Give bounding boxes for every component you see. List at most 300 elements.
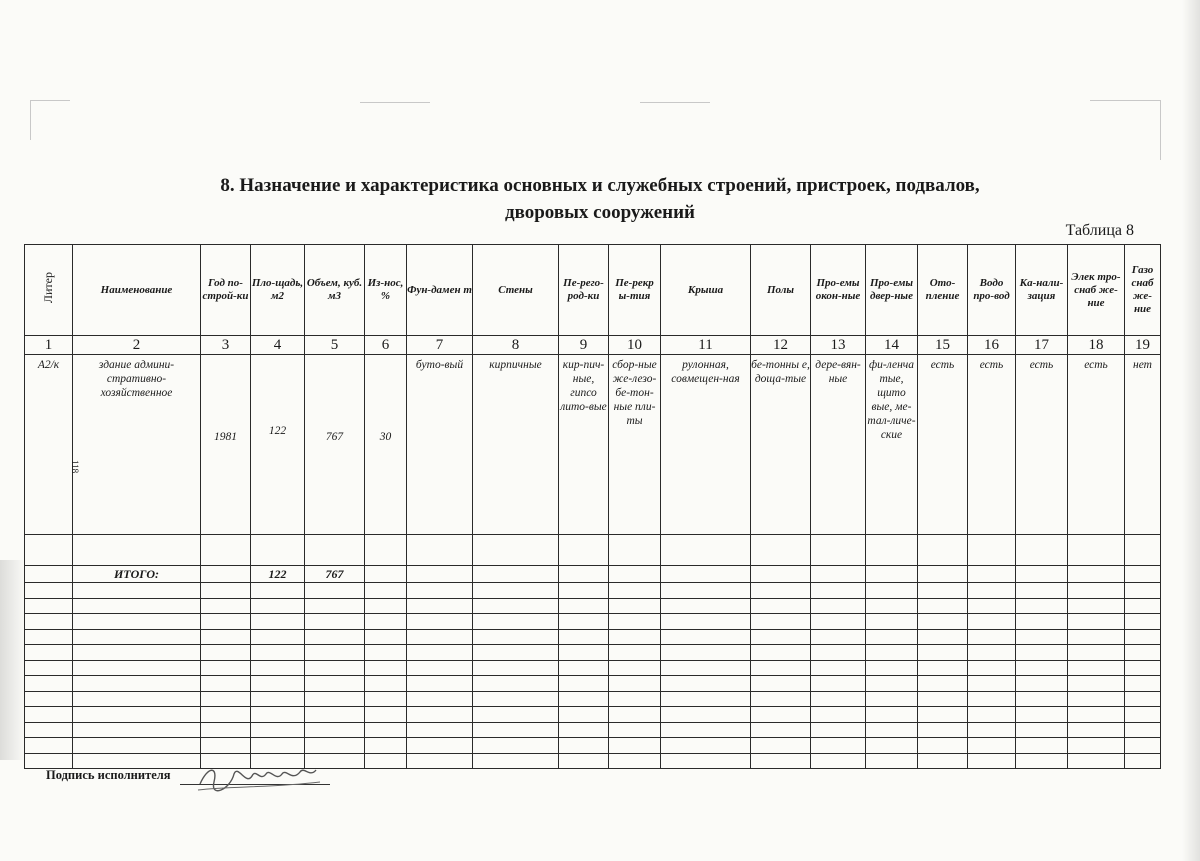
empty-cell	[201, 598, 251, 614]
empty-cell	[1125, 722, 1161, 738]
column-number: 12	[751, 336, 811, 355]
empty-cell	[866, 691, 918, 707]
table-row-empty	[25, 722, 1161, 738]
empty-cell	[559, 614, 609, 630]
empty-cell	[609, 598, 661, 614]
empty-cell	[1068, 738, 1125, 754]
empty-cell	[559, 676, 609, 692]
empty-cell	[661, 629, 751, 645]
table-row-empty	[25, 583, 1161, 599]
empty-cell	[251, 738, 305, 754]
empty-cell	[25, 629, 73, 645]
column-number: 16	[968, 336, 1016, 355]
empty-cell	[866, 629, 918, 645]
empty-cell	[251, 722, 305, 738]
empty-cell	[559, 583, 609, 599]
empty-cell	[609, 614, 661, 630]
empty-cell	[473, 598, 559, 614]
header-cell: Пе-рего-род-ки	[559, 245, 609, 336]
empty-cell	[559, 645, 609, 661]
empty-cell	[73, 691, 201, 707]
empty-cell	[751, 645, 811, 661]
empty-cell	[201, 629, 251, 645]
table-row	[25, 355, 1161, 535]
empty-cell	[918, 614, 968, 630]
empty-cell	[251, 629, 305, 645]
empty-cell	[968, 629, 1016, 645]
empty-cell	[365, 707, 407, 723]
empty-cell	[1125, 629, 1161, 645]
column-number: 8	[473, 336, 559, 355]
empty-cell	[305, 583, 365, 599]
empty-cell	[661, 614, 751, 630]
empty-cell	[1016, 722, 1068, 738]
empty-cell	[473, 629, 559, 645]
empty-cell	[25, 707, 73, 723]
column-number: 11	[661, 336, 751, 355]
empty-cell	[407, 691, 473, 707]
empty-cell	[473, 645, 559, 661]
cell-walls: кирпичные	[473, 355, 559, 535]
empty-cell	[73, 598, 201, 614]
header-cell: Крыша	[661, 245, 751, 336]
empty-cell	[251, 660, 305, 676]
column-number: 1	[25, 336, 73, 355]
empty-cell	[866, 676, 918, 692]
table-row-empty	[25, 535, 1161, 566]
empty-cell	[251, 614, 305, 630]
cell-roof: рулонная, совмещен-ная	[661, 355, 751, 535]
empty-cell	[1068, 691, 1125, 707]
empty-cell	[609, 722, 661, 738]
empty-cell	[609, 629, 661, 645]
empty-cell	[661, 707, 751, 723]
empty-cell	[1068, 598, 1125, 614]
empty-cell	[918, 707, 968, 723]
empty-cell	[407, 753, 473, 769]
empty-cell	[1125, 614, 1161, 630]
handwritten-signature	[190, 760, 330, 796]
empty-cell	[25, 738, 73, 754]
scan-artifact	[1160, 100, 1161, 160]
column-number: 3	[201, 336, 251, 355]
empty-cell	[365, 738, 407, 754]
column-number: 19	[1125, 336, 1161, 355]
header-cell: Пло-щадь, м2	[251, 245, 305, 336]
empty-cell	[811, 614, 866, 630]
empty-cell	[25, 614, 73, 630]
empty-cell	[73, 753, 201, 769]
empty-cell	[365, 676, 407, 692]
header-cell: Ка-нали-зация	[1016, 245, 1068, 336]
table-row-empty	[25, 614, 1161, 630]
signature-label: Подпись исполнителя	[46, 768, 171, 782]
empty-cell	[1125, 645, 1161, 661]
empty-cell	[1125, 753, 1161, 769]
empty-cell	[1125, 660, 1161, 676]
empty-cell	[866, 614, 918, 630]
empty-cell	[968, 645, 1016, 661]
empty-cell	[811, 583, 866, 599]
empty-cell	[201, 691, 251, 707]
column-number: 5	[305, 336, 365, 355]
empty-cell	[473, 722, 559, 738]
empty-cell	[751, 660, 811, 676]
empty-cell	[918, 722, 968, 738]
empty-cell	[559, 691, 609, 707]
empty-cell	[73, 707, 201, 723]
empty-cell	[305, 598, 365, 614]
header-cell: Литер	[25, 245, 73, 336]
scan-artifact	[360, 102, 430, 103]
empty-cell	[559, 598, 609, 614]
empty-cell	[365, 753, 407, 769]
table-row-empty	[25, 676, 1161, 692]
empty-cell	[365, 645, 407, 661]
cell-year: 1981	[201, 355, 251, 535]
empty-cell	[73, 614, 201, 630]
empty-cell	[73, 629, 201, 645]
empty-cell	[918, 660, 968, 676]
empty-cell	[73, 722, 201, 738]
empty-cell	[473, 707, 559, 723]
header-cell: Водо про-вод	[968, 245, 1016, 336]
column-number: 10	[609, 336, 661, 355]
empty-cell	[407, 738, 473, 754]
empty-cell	[811, 660, 866, 676]
empty-cell	[751, 598, 811, 614]
column-number: 9	[559, 336, 609, 355]
cell-windows: дере-вян-ные	[811, 355, 866, 535]
cell-doors: фи-ленча тые, щито вые, ме-тал-личе-ские	[866, 355, 918, 535]
empty-cell	[918, 753, 968, 769]
empty-cell	[305, 738, 365, 754]
empty-cell	[609, 676, 661, 692]
empty-cell	[201, 676, 251, 692]
empty-cell	[751, 691, 811, 707]
total-area: 122	[251, 566, 305, 583]
empty-cell	[365, 691, 407, 707]
empty-cell	[1016, 707, 1068, 723]
empty-cell	[751, 676, 811, 692]
empty-cell	[473, 660, 559, 676]
empty-cell	[473, 614, 559, 630]
scan-artifact	[640, 102, 710, 103]
empty-cell	[751, 614, 811, 630]
cell-water: есть	[968, 355, 1016, 535]
total-label: ИТОГО:	[73, 566, 201, 583]
empty-cell	[251, 676, 305, 692]
empty-cell	[73, 583, 201, 599]
empty-cell	[365, 629, 407, 645]
empty-cell	[559, 753, 609, 769]
empty-cell	[968, 753, 1016, 769]
empty-cell	[407, 676, 473, 692]
empty-cell	[661, 583, 751, 599]
empty-cell	[1016, 691, 1068, 707]
empty-cell	[251, 598, 305, 614]
empty-cell	[559, 629, 609, 645]
empty-cell	[968, 598, 1016, 614]
empty-cell	[25, 583, 73, 599]
empty-cell	[305, 645, 365, 661]
header-cell: Про-емы двер-ные	[866, 245, 918, 336]
empty-cell	[305, 614, 365, 630]
empty-cell	[811, 691, 866, 707]
total-volume: 767	[305, 566, 365, 583]
cell-foundation: буто-вый	[407, 355, 473, 535]
empty-cell	[25, 598, 73, 614]
header-cell: Объем, куб. м3	[305, 245, 365, 336]
column-number: 15	[918, 336, 968, 355]
header-cell: Элек тро-снаб же-ние	[1068, 245, 1125, 336]
cell-liter: А2/к	[25, 355, 73, 535]
column-number: 4	[251, 336, 305, 355]
empty-cell	[661, 676, 751, 692]
column-number: 17	[1016, 336, 1068, 355]
cell-name: здание админи-стративно-хозяйственное	[73, 355, 201, 535]
empty-cell	[661, 645, 751, 661]
empty-cell	[407, 598, 473, 614]
empty-cell	[365, 722, 407, 738]
empty-cell	[1068, 707, 1125, 723]
empty-cell	[866, 645, 918, 661]
empty-cell	[559, 660, 609, 676]
empty-cell	[201, 583, 251, 599]
empty-cell	[201, 660, 251, 676]
empty-cell	[918, 598, 968, 614]
header-cell: Пе-рекр ы-тия	[609, 245, 661, 336]
empty-cell	[1125, 707, 1161, 723]
column-number: 14	[866, 336, 918, 355]
empty-cell	[559, 722, 609, 738]
empty-cell	[407, 583, 473, 599]
table-row-empty	[25, 598, 1161, 614]
empty-cell	[609, 691, 661, 707]
cell-slabs: сбор-ные же-лезо-бе-тон-ные пли-ты	[609, 355, 661, 535]
empty-cell	[365, 614, 407, 630]
empty-cell	[559, 738, 609, 754]
empty-cell	[751, 753, 811, 769]
empty-cell	[1016, 645, 1068, 661]
table-row-empty	[25, 629, 1161, 645]
empty-cell	[609, 707, 661, 723]
empty-cell	[365, 583, 407, 599]
empty-cell	[1068, 629, 1125, 645]
scan-artifact	[1090, 100, 1160, 101]
empty-cell	[1125, 738, 1161, 754]
empty-cell	[251, 583, 305, 599]
empty-cell	[73, 676, 201, 692]
column-number: 7	[407, 336, 473, 355]
empty-cell	[1068, 722, 1125, 738]
empty-cell	[25, 645, 73, 661]
empty-cell	[473, 738, 559, 754]
empty-cell	[407, 645, 473, 661]
cell-sewage: есть	[1016, 355, 1068, 535]
table-row-empty	[25, 660, 1161, 676]
empty-cell	[751, 738, 811, 754]
empty-cell	[918, 691, 968, 707]
empty-cell	[751, 722, 811, 738]
table-number: Таблица 8	[1065, 222, 1134, 239]
header-cell: Год по-строй-ки	[201, 245, 251, 336]
header-cell: Ото-пление	[918, 245, 968, 336]
empty-cell	[25, 722, 73, 738]
empty-cell	[751, 707, 811, 723]
empty-cell	[866, 738, 918, 754]
scan-artifact	[30, 100, 70, 101]
empty-cell	[811, 598, 866, 614]
empty-cell	[305, 660, 365, 676]
empty-cell	[866, 707, 918, 723]
empty-cell	[1016, 738, 1068, 754]
empty-cell	[968, 660, 1016, 676]
column-number: 6	[365, 336, 407, 355]
header-cell: Фун-дамен т	[407, 245, 473, 336]
empty-cell	[1125, 598, 1161, 614]
empty-cell	[811, 753, 866, 769]
empty-cell	[866, 583, 918, 599]
cell-volume: 767	[305, 355, 365, 535]
empty-cell	[25, 691, 73, 707]
empty-cell	[305, 722, 365, 738]
empty-cell	[559, 707, 609, 723]
cell-gas: нет	[1125, 355, 1161, 535]
empty-cell	[1016, 598, 1068, 614]
empty-cell	[609, 738, 661, 754]
empty-cell	[661, 691, 751, 707]
empty-cell	[609, 660, 661, 676]
empty-cell	[407, 722, 473, 738]
scan-left-shadow	[0, 560, 26, 760]
empty-cell	[918, 583, 968, 599]
scan-artifact	[30, 100, 31, 140]
cell-electricity: есть	[1068, 355, 1125, 535]
empty-cell	[73, 660, 201, 676]
empty-cell	[201, 645, 251, 661]
empty-cell	[1125, 583, 1161, 599]
empty-cell	[251, 691, 305, 707]
column-number: 18	[1068, 336, 1125, 355]
empty-cell	[1016, 629, 1068, 645]
column-number-row	[25, 336, 1161, 355]
empty-cell	[968, 738, 1016, 754]
empty-cell	[918, 645, 968, 661]
empty-cell	[201, 738, 251, 754]
empty-cell	[751, 629, 811, 645]
empty-cell	[968, 707, 1016, 723]
empty-cell	[365, 598, 407, 614]
empty-cell	[25, 753, 73, 769]
header-cell: Из-нос, %	[365, 245, 407, 336]
empty-cell	[201, 614, 251, 630]
column-number: 2	[73, 336, 201, 355]
empty-cell	[866, 660, 918, 676]
header-cell: Наименование	[73, 245, 201, 336]
empty-cell	[473, 583, 559, 599]
empty-cell	[661, 753, 751, 769]
empty-cell	[73, 645, 201, 661]
empty-cell	[407, 629, 473, 645]
empty-cell	[1125, 676, 1161, 692]
empty-cell	[1068, 614, 1125, 630]
column-number: 13	[811, 336, 866, 355]
empty-cell	[473, 753, 559, 769]
empty-cell	[1068, 583, 1125, 599]
empty-cell	[609, 583, 661, 599]
header-cell: Газо снаб же-ние	[1125, 245, 1161, 336]
empty-cell	[609, 645, 661, 661]
empty-cell	[1125, 691, 1161, 707]
table-row-empty	[25, 691, 1161, 707]
buildings-table	[24, 244, 1161, 769]
empty-cell	[811, 707, 866, 723]
empty-cell	[1016, 676, 1068, 692]
empty-cell	[866, 598, 918, 614]
empty-cell	[918, 738, 968, 754]
empty-cell	[811, 676, 866, 692]
empty-cell	[305, 676, 365, 692]
empty-cell	[968, 583, 1016, 599]
empty-cell	[1068, 753, 1125, 769]
cell-heating: есть	[918, 355, 968, 535]
empty-cell	[811, 738, 866, 754]
empty-cell	[968, 676, 1016, 692]
table-row-empty	[25, 645, 1161, 661]
empty-cell	[201, 722, 251, 738]
empty-cell	[407, 707, 473, 723]
empty-cell	[811, 645, 866, 661]
empty-cell	[866, 722, 918, 738]
empty-cell	[305, 691, 365, 707]
empty-cell	[25, 676, 73, 692]
empty-cell	[305, 629, 365, 645]
cell-partitions: кир-пич-ные, гипсо лито-вые	[559, 355, 609, 535]
empty-cell	[609, 753, 661, 769]
empty-cell	[473, 676, 559, 692]
empty-cell	[918, 676, 968, 692]
empty-cell	[1016, 660, 1068, 676]
empty-cell	[968, 691, 1016, 707]
empty-cell	[407, 614, 473, 630]
empty-cell	[1068, 645, 1125, 661]
empty-cell	[473, 691, 559, 707]
empty-cell	[918, 629, 968, 645]
empty-cell	[1068, 676, 1125, 692]
header-cell: Стены	[473, 245, 559, 336]
table-row-empty	[25, 738, 1161, 754]
empty-cell	[201, 707, 251, 723]
side-note: 118	[70, 460, 80, 474]
cell-floors: бе-тонны е, доща-тые	[751, 355, 811, 535]
empty-cell	[811, 722, 866, 738]
empty-cell	[661, 660, 751, 676]
empty-cell	[661, 722, 751, 738]
total-row	[25, 566, 1161, 583]
empty-cell	[1016, 614, 1068, 630]
empty-cell	[866, 753, 918, 769]
empty-cell	[305, 707, 365, 723]
scan-edge-shadow	[1182, 0, 1200, 861]
header-cell: Полы	[751, 245, 811, 336]
empty-cell	[811, 629, 866, 645]
empty-cell	[661, 738, 751, 754]
empty-cell	[1016, 753, 1068, 769]
empty-cell	[1068, 660, 1125, 676]
empty-cell	[661, 598, 751, 614]
empty-cell	[365, 660, 407, 676]
